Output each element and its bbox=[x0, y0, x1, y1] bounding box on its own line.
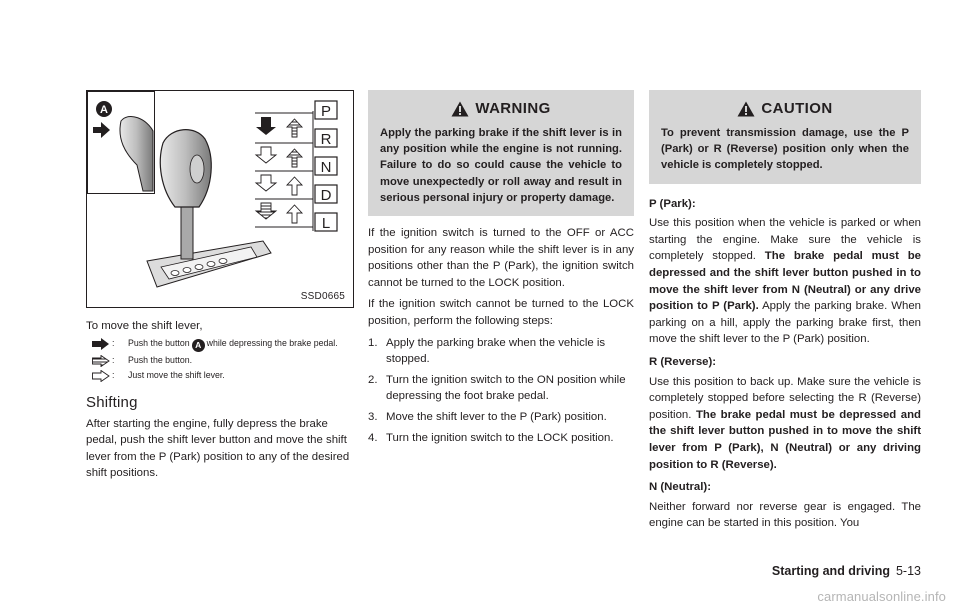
park-paragraph: Use this position when the vehicle is parked or when starting the engine. Make sure the vehicle is completely stopped. The brake pedal must be depressed and the shift lever button pushed in to move the shift lever from N (Neutral) or any drive position to P (Park). Apply the parking brake. When parking on a hill, apply the parking brake first, then move the shift lever to the P (Park) position. bbox=[649, 217, 921, 346]
hatched-arrow-icon bbox=[90, 355, 112, 367]
shift-lever-figure bbox=[86, 90, 354, 308]
legend-colon: : bbox=[112, 369, 115, 380]
section-heading-shifting: Shifting bbox=[86, 393, 138, 411]
legend-colon: : bbox=[112, 337, 115, 348]
list-item: 2. Turn the ignition switch to the ON position while depressing the foot brake pedal. bbox=[368, 373, 626, 403]
footer-section: Starting and driving bbox=[771, 564, 890, 578]
button-a-badge: A bbox=[192, 339, 205, 352]
reverse-heading: R (Reverse): bbox=[649, 355, 717, 368]
caution-box bbox=[649, 90, 921, 184]
caution-title: CAUTION bbox=[661, 100, 909, 117]
outline-arrow-icon bbox=[90, 370, 112, 382]
caution-icon bbox=[737, 101, 755, 117]
reverse-paragraph: Use this position to back up. Make sure the vehicle is completely stopped before selecting the R (Reverse) position. The brake pedal must be depressed and the shift lever button pushed in to move the shift lever from P (Park), N (Neutral) or any driving position to R (Reverse). bbox=[649, 375, 922, 471]
column-middle bbox=[368, 90, 634, 446]
shift-lever-illustration bbox=[87, 91, 355, 309]
warning-title: WARNING bbox=[380, 100, 622, 117]
warning-text: Apply the parking brake if the shift lever is in any position while the engine is not running. Failure to do so could cause the vehicle to move unexpectedly or roll away and result in serious personal injury or property damage. bbox=[380, 127, 622, 204]
list-item: 1. Apply the parking brake when the vehicle is stopped. bbox=[368, 336, 606, 366]
position-p: P bbox=[320, 103, 332, 120]
column-right bbox=[649, 90, 921, 532]
list-item: 3. Move the shift lever to the P (Park) position. bbox=[368, 410, 607, 423]
warning-icon bbox=[451, 101, 469, 117]
intro-text: To move the shift lever, bbox=[86, 320, 203, 332]
legend-text: Push the button A while depressing the brake pedal. bbox=[128, 337, 338, 350]
legend-colon: : bbox=[112, 354, 115, 365]
legend-text: Just move the shift lever. bbox=[128, 369, 225, 380]
figure-badge-a: A bbox=[100, 104, 108, 116]
solid-arrow-icon bbox=[90, 338, 112, 350]
warning-box bbox=[368, 90, 634, 216]
list-item: 4. Turn the ignition switch to the LOCK position. bbox=[368, 431, 614, 444]
ignition-paragraph: If the ignition switch is turned to the OFF or ACC position for any reason while the shift lever is in any positions other than the P (Park), the ignition switch cannot be turned to the LOCK position. bbox=[368, 227, 634, 289]
neutral-paragraph: Neither forward nor reverse gear is engaged. The engine can be started in this position. You bbox=[649, 500, 921, 530]
legend-row bbox=[86, 370, 354, 382]
watermark: carmanualsonline.info bbox=[817, 589, 946, 604]
caution-text: To prevent transmission damage, use the P (Park) or R (Reverse) position only when the vehicle is completely stopped. bbox=[661, 127, 909, 172]
position-d: D bbox=[320, 187, 332, 204]
steps-intro: If the ignition switch cannot be turned to the LOCK position, perform the following steps: bbox=[368, 298, 634, 327]
steps-list bbox=[368, 335, 634, 447]
arrow-legend bbox=[86, 338, 354, 382]
position-r: R bbox=[320, 131, 332, 148]
page-number: 5-13 bbox=[895, 564, 921, 578]
position-n: N bbox=[320, 159, 332, 176]
shifting-body: After starting the engine, fully depress the brake pedal, push the shift lever button and move the shift lever from the P (Park) position to any of the desired shift positions. bbox=[86, 417, 350, 480]
neutral-heading: N (Neutral): bbox=[649, 481, 712, 494]
column-left bbox=[86, 90, 354, 482]
figure-code: SSD0665 bbox=[300, 291, 345, 302]
legend-row bbox=[86, 338, 354, 352]
park-heading: P (Park): bbox=[649, 197, 696, 210]
page-footer bbox=[772, 564, 921, 578]
legend-row bbox=[86, 355, 354, 367]
position-l: L bbox=[321, 215, 331, 232]
legend-text: Push the button. bbox=[128, 354, 193, 365]
